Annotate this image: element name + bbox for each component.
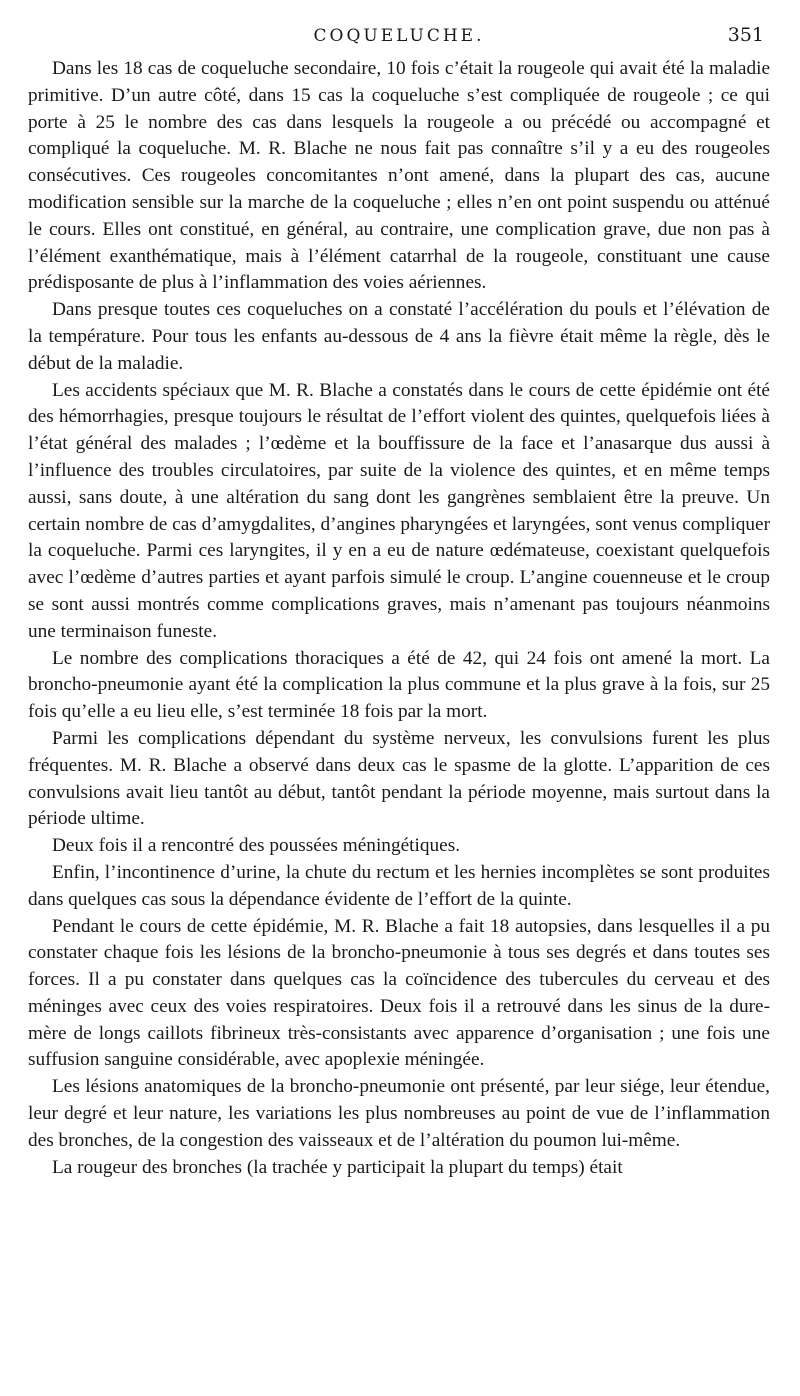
paragraph: La rougeur des bronches (la trachée y participait la plupart du temps) était	[52, 1156, 623, 1178]
paragraph: Le nombre des complications thoraciques a été de 42, qui 24 fois ont amené la mort. La broncho-pneumonie ayant été la complication la plus commune et la plus grave à la fois, sur 25 fois qu’elle a eu lieu elle, s’est terminée 18 fois par la mort.	[28, 647, 770, 723]
paragraph: Deux fois il a rencontré des poussées méningétiques.	[52, 835, 461, 857]
paragraph: Les accidents spéciaux que M. R. Blache a constatés dans le cours de cette épidémie ont été des hémorrhagies, presque toujours le résultat de l’effort violent des quintes, quelquefois liées à l’état général des malades ; l’œdème et la bouffissure de la face et l’anasarque dus aussi à l’influence des troubles circulatoires, par suite de la violence des quintes, et en même temps aussi, sans doute, à une altération du sang dont les gangrènes semblaient être la preuve. Un certain nombre de cas d’amygdalites, d’angines pharyngées et laryngées, sont venus compliquer la coqueluche. Parmi ces laryngites, il y en a eu de nature œdémateuse, coexistant quelquefois avec l’œdème d’autres parties et ayant parfois simulé le croup. L’angine couenneuse et le croup se sont aussi montrés comme complications graves, mais n’amenant pas toujours néanmoins une terminaison funeste.	[28, 379, 770, 642]
paragraph: Les lésions anatomiques de la broncho-pneumonie ont présenté, par leur siége, leur étendue, leur degré et leur nature, les variations les plus nombreuses au point de vue de l’inflammation des bronches, de la congestion des vaisseaux et de l’altération du poumon lui-même.	[28, 1076, 770, 1151]
running-head	[28, 18, 770, 56]
paragraph: Pendant le cours de cette épidémie, M. R. Blache a fait 18 autopsies, dans lesquelles il a pu constater chaque fois les lésions de la broncho-pneumonie à tous ses degrés et dans toutes ses forces. Il a pu constater dans quelques cas la coïncidence des tubercules du cerveau et des méninges avec ceux des voies respiratoires. Deux fois il a retrouvé dans les sinus de la dure-mère de longs caillots fibrineux très-consistants avec apparence d’organisation ; une fois une suffusion sanguine considérable, avec apoplexie méningée.	[28, 915, 770, 1071]
paragraph: Dans les 18 cas de coqueluche secondaire, 10 fois c’était la rougeole qui avait été la maladie primitive. D’un autre côté, dans 15 cas la coqueluche s’est compliquée de rougeole ; ce qui porte à 25 le nombre des cas dans lesquels la rougeole a ou précédé ou accompagné et compliqué la coqueluche. M. R. Blache ne nous fait pas connaître s’il y a eu des rougeoles consécutives. Ces rougeoles concomitantes n’ont amené, dans la plupart des cas, aucune modification sensible sur la marche de la coqueluche ; elles n’en ont point suspendu ou atténué le cours. Elles ont constitué, en général, au contraire, une complication grave, due non pas à l’élément exanthématique, mais à l’élément catarrhal de la rougeole, constituant une cause prédisposante de plus à l’inflammation des voies aériennes.	[28, 58, 770, 294]
page-number: 351	[727, 24, 764, 46]
running-title: COQUELUCHE.	[313, 26, 485, 46]
body-text	[28, 56, 770, 1181]
paragraph: Parmi les complications dépendant du système nerveux, les convulsions furent les plus fréquentes. M. R. Blache a observé dans deux cas le spasme de la glotte. L’apparition de ces convulsions avait lieu tantôt au début, tantôt pendant la période moyenne, mais surtout dans la période ultime.	[28, 727, 770, 830]
paragraph: Dans presque toutes ces coqueluches on a constaté l’accélération du pouls et l’élévation de la température. Pour tous les enfants au-dessous de 4 ans la fièvre était même la règle, dès le début de la maladie.	[28, 299, 770, 374]
book-page	[28, 18, 770, 1388]
paragraph: Enfin, l’incontinence d’urine, la chute du rectum et les hernies incomplètes se sont produites dans quelques cas sous la dépendance évidente de l’effort de la quinte.	[28, 861, 770, 910]
